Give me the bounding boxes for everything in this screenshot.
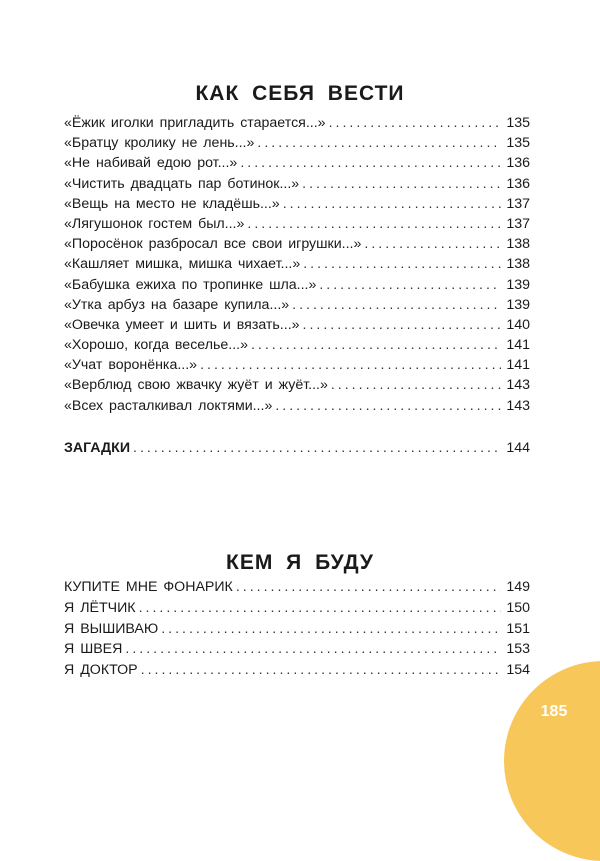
leader-dots: [292, 295, 501, 315]
toc-entry-page: 137: [506, 215, 530, 232]
toc-entry-title: «Лягушонок гостем был...»: [64, 215, 245, 232]
leader-dots: [247, 214, 501, 234]
leader-dots: [319, 275, 501, 295]
page-corner-badge: [504, 661, 600, 861]
toc-entry[interactable]: [64, 133, 530, 153]
toc-entry-riddles[interactable]: [64, 438, 530, 458]
toc-entry[interactable]: [64, 639, 530, 660]
leader-dots: [133, 438, 501, 458]
leader-dots: [329, 113, 501, 133]
leader-dots: [240, 153, 501, 173]
toc-entry-title: «Братцу кролику не лень...»: [64, 135, 255, 152]
toc-entry-title: Я ШВЕЯ: [64, 641, 123, 658]
toc-entry-page: 138: [506, 256, 530, 273]
toc-entry-page: 149: [506, 579, 530, 595]
toc-entry-title: «Бабушка ежиха по тропинке шла...»: [64, 276, 317, 293]
leader-dots: [125, 639, 501, 660]
toc-entry-page: 151: [506, 620, 530, 637]
toc-entry-page: 138: [506, 236, 530, 253]
toc-entry-page: 135: [506, 135, 530, 152]
toc-entry-page: 143: [506, 377, 530, 394]
toc-entry[interactable]: [64, 275, 530, 295]
leader-dots: [257, 133, 501, 153]
leader-dots: [364, 234, 501, 254]
section-title-who-will-i-be: КЕМ Я БУДУ: [226, 551, 374, 575]
toc-entry[interactable]: [64, 214, 530, 234]
toc-entry-page: 135: [506, 115, 530, 131]
toc-entry-page: 139: [506, 276, 530, 293]
toc-entry[interactable]: [64, 174, 530, 194]
toc-entry-page: 143: [506, 397, 530, 414]
toc-entry-page: 140: [506, 316, 530, 333]
leader-dots: [283, 194, 501, 214]
toc-entry-page: 139: [506, 296, 530, 313]
toc-entry[interactable]: [64, 295, 530, 315]
toc-entry-page: 137: [506, 195, 530, 212]
leader-dots: [302, 174, 501, 194]
page-number: 185: [540, 703, 568, 720]
toc-entry-title: «Чистить двадцать пар ботинок...»: [64, 175, 300, 192]
toc-entry-title: Я ВЫШИВАЮ: [64, 620, 159, 637]
leader-dots: [161, 619, 501, 640]
toc-entry-page: 141: [506, 337, 530, 354]
toc-entry[interactable]: [64, 577, 530, 598]
toc-entry-title: «Не набивай едою рот...»: [64, 155, 238, 172]
toc-entry-title: Я ДОКТОР: [64, 662, 138, 679]
toc-entry[interactable]: [64, 254, 530, 274]
leader-dots: [303, 315, 501, 335]
toc-entry-title: «Кашляет мишка, мишка чихает...»: [64, 256, 301, 273]
toc-entry[interactable]: [64, 315, 530, 335]
toc-entry-page: 144: [506, 440, 530, 456]
toc-entry[interactable]: [64, 660, 530, 681]
toc-entry-title: «Хорошо, когда веселье...»: [64, 337, 248, 354]
toc-entry-page: 136: [506, 175, 530, 192]
leader-dots: [275, 396, 501, 416]
toc-entry-page: 136: [506, 155, 530, 172]
toc-entry[interactable]: [64, 194, 530, 214]
toc-entry-title: «Всех расталкивал локтями...»: [64, 397, 273, 414]
toc-entry-title: «Вещь на место не кладёшь...»: [64, 195, 280, 212]
leader-dots: [251, 335, 501, 355]
toc-entry-title: «Поросёнок разбросал все свои игрушки...»: [64, 236, 362, 253]
toc-entry[interactable]: [64, 355, 530, 375]
toc-entry[interactable]: [64, 396, 530, 416]
leader-dots: [141, 660, 501, 681]
leader-dots: [200, 355, 501, 375]
toc-entry[interactable]: [64, 598, 530, 619]
toc-entry-title: ЗАГАДКИ: [64, 440, 131, 456]
toc-entry-title: «Ёжик иголки пригладить старается...»: [64, 115, 326, 131]
leader-dots: [236, 577, 501, 598]
leader-dots: [303, 254, 501, 274]
leader-dots: [139, 598, 501, 619]
toc-entry-title: «Учат воронёнка...»: [64, 357, 198, 374]
toc-entry[interactable]: [64, 234, 530, 254]
toc-entry-page: 150: [506, 599, 530, 616]
toc-entry-page: 153: [506, 641, 530, 658]
toc-entry-title: «Овечка умеет и шить и вязать...»: [64, 316, 300, 333]
toc-entry-page: 154: [506, 662, 530, 679]
toc-entry[interactable]: [64, 375, 530, 395]
toc-list-how-to-behave: [64, 113, 530, 416]
toc-entry-page: 141: [506, 357, 530, 374]
leader-dots: [331, 375, 501, 395]
toc-entry-title: Я ЛЁТЧИК: [64, 599, 136, 616]
toc-entry-title: «Утка арбуз на базаре купила...»: [64, 296, 290, 313]
toc-entry[interactable]: [64, 619, 530, 640]
toc-list-who-will-i-be: [64, 577, 530, 681]
toc-entry-title: «Верблюд свою жвачку жуёт и жуёт...»: [64, 377, 328, 394]
toc-entry[interactable]: [64, 113, 530, 133]
toc-entry[interactable]: [64, 153, 530, 173]
section-title-how-to-behave: КАК СЕБЯ ВЕСТИ: [195, 82, 405, 106]
toc-entry[interactable]: [64, 335, 530, 355]
toc-entry-title: КУПИТЕ МНЕ ФОНАРИК: [64, 579, 233, 595]
